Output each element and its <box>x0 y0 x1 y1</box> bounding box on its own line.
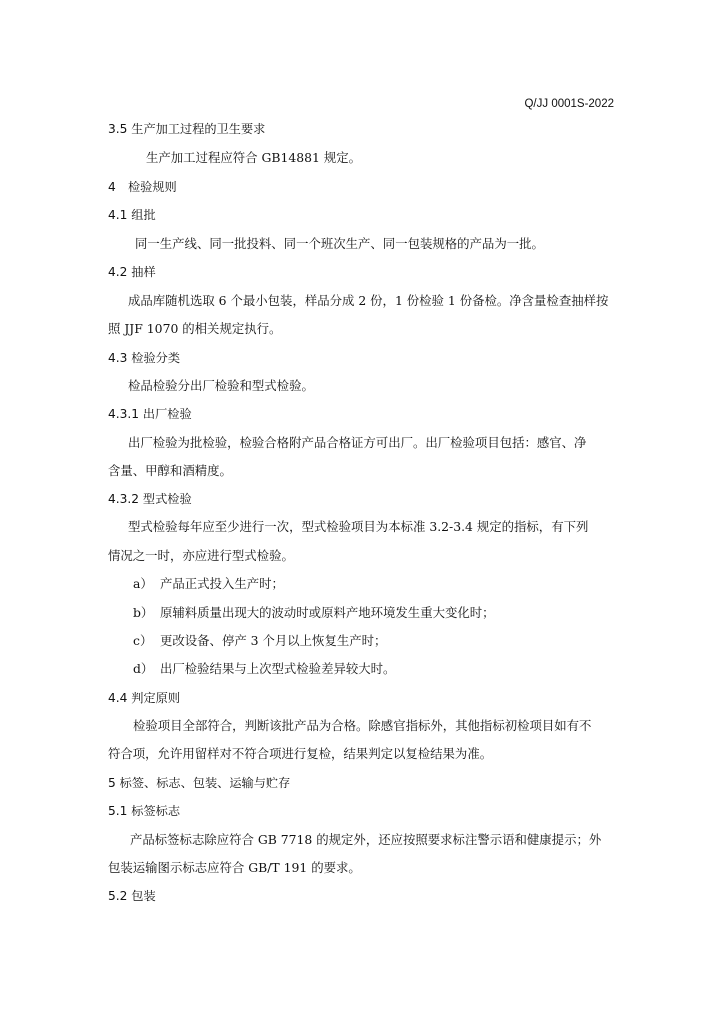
heading-5: 5 标签、标志、包装、运输与贮存 <box>108 776 291 790</box>
list-item-c-marker: c） <box>133 633 153 648</box>
list-item-a-text: 产品正式投入生产时； <box>160 576 284 591</box>
paragraph-4-3-1-line1: 出厂检验为批检验，检验合格附产品合格证方可出厂。出厂检验项目包括：感官、净 <box>128 435 587 450</box>
paragraph-4-2-line2: 照 JJF 1070 的相关规定执行。 <box>108 321 282 336</box>
paragraph-4-4-line1: 检验项目全部符合，判断该批产品为合格。除感官指标外，其他指标初检项目如有不 <box>133 718 592 733</box>
heading-4-3-2: 4.3.2 型式检验 <box>108 492 192 506</box>
paragraph-4-1: 同一生产线、同一批投料、同一个班次生产、同一包装规格的产品为一批。 <box>135 236 544 251</box>
paragraph-5-1-line2: 包装运输图示标志应符合 GB/T 191 的要求。 <box>108 860 361 875</box>
list-item-d-text: 出厂检验结果与上次型式检验差异较大时。 <box>160 661 396 676</box>
paragraph-3-5: 生产加工过程应符合 GB14881 规定。 <box>146 150 361 165</box>
paragraph-4-3-1-line2: 含量、甲醇和酒精度。 <box>108 463 232 478</box>
list-item-b-marker: b） <box>133 605 154 620</box>
list-item-d-marker: d） <box>133 661 154 676</box>
list-item-a-marker: a） <box>133 576 153 591</box>
paragraph-4-3: 检品检验分出厂检验和型式检验。 <box>128 378 314 393</box>
paragraph-4-2-line1: 成品库随机选取 6 个最小包装，样品分成 2 份，1 份检验 1 份备检。净含量检查抽样按 <box>128 293 609 308</box>
paragraph-5-1-line1: 产品标签标志除应符合 GB 7718 的规定外，还应按照要求标注警示语和健康提示；外 <box>130 832 602 847</box>
heading-4-1: 4.1 组批 <box>108 208 156 222</box>
paragraph-4-3-2-line1: 型式检验每年应至少进行一次，型式检验项目为本标准 3.2-3.4 规定的指标，有下列 <box>128 519 589 534</box>
list-item-c-text: 更改设备、停产 3 个月以上恢复生产时； <box>160 633 387 648</box>
heading-5-2: 5.2 包装 <box>108 889 156 903</box>
document-code: Q/JJ 0001S-2022 <box>524 98 614 110</box>
heading-4: 4 检验规则 <box>108 180 177 194</box>
paragraph-4-3-2-line2: 情况之一时，亦应进行型式检验。 <box>108 548 294 563</box>
heading-5-1: 5.1 标签标志 <box>108 804 181 818</box>
heading-4-4: 4.4 判定原则 <box>108 691 181 705</box>
heading-4-2: 4.2 抽样 <box>108 265 156 279</box>
paragraph-4-4-line2: 符合项，允许用留样对不符合项进行复检，结果判定以复检结果为准。 <box>108 746 493 761</box>
heading-4-3-1: 4.3.1 出厂检验 <box>108 407 192 421</box>
heading-4-3: 4.3 检验分类 <box>108 351 181 365</box>
list-item-b-text: 原辅料质量出现大的波动时或原料产地环境发生重大变化时； <box>160 605 495 620</box>
heading-3-5: 3.5 生产加工过程的卫生要求 <box>108 122 266 136</box>
